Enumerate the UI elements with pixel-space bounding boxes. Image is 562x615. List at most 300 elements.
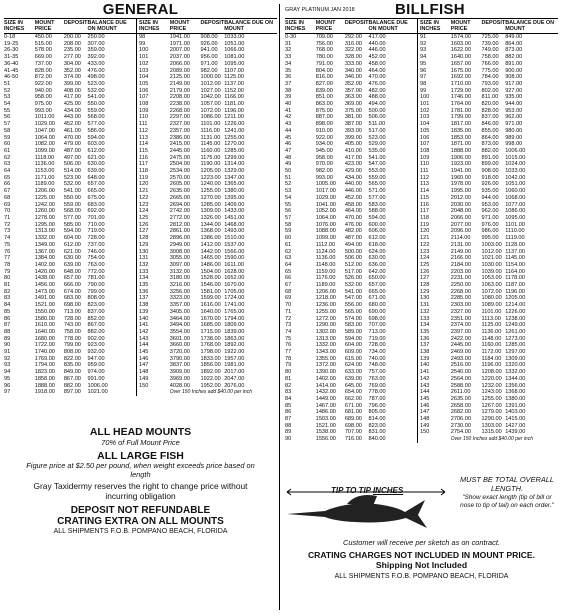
table-cell: 1313.00 — [34, 228, 55, 235]
table-cell: 512.00 — [344, 261, 362, 268]
table-cell: 1232.00 — [481, 382, 502, 389]
table-cell: 571.00 — [368, 188, 386, 195]
table-cell: 1214.00 — [505, 302, 526, 309]
must-be-length-note: MUST BE TOTAL OVERALL LENGTH. — [459, 475, 555, 493]
table-cell: 606.00 — [368, 228, 386, 235]
table-cell: 1722.00 — [34, 342, 55, 349]
table-cell: 1273.00 — [505, 335, 526, 342]
table-cell: 45 — [285, 134, 292, 141]
table-row — [4, 161, 277, 168]
table-cell: 1724.00 — [224, 295, 245, 302]
table-cell: 77 — [285, 349, 292, 356]
general-table-header — [4, 19, 277, 34]
table-cell: 1190.00 — [200, 161, 221, 168]
table-row — [285, 436, 558, 443]
table-cell: 835.00 — [63, 362, 81, 369]
table-row — [4, 175, 277, 182]
table-cell: 417.00 — [63, 94, 81, 101]
table-cell: 532.00 — [63, 181, 81, 188]
table-cell: 100 — [137, 47, 170, 54]
table-cell: 64 — [4, 168, 11, 175]
table-cell: 897.00 — [63, 389, 81, 396]
table-cell: 63 — [285, 255, 292, 262]
table-cell: 837.00 — [481, 114, 499, 121]
table-cell: 137 — [418, 342, 451, 349]
table-cell: 450.00 — [34, 34, 52, 40]
table-cell: 74 — [285, 328, 292, 335]
table-cell: 136 — [418, 336, 451, 343]
table-cell: 754.00 — [87, 255, 105, 262]
table-cell: 2570.00 — [169, 174, 190, 181]
table-cell: 523.00 — [87, 80, 105, 87]
table-cell: 657.00 — [368, 282, 386, 289]
table-cell: 1309.00 — [200, 208, 221, 215]
table-cell: 106 — [418, 135, 451, 142]
crating-note: CRATING EXTRA ON ALL MOUNTS — [57, 516, 224, 527]
table-cell: 1465.00 — [200, 255, 221, 262]
table-cell: 1181.00 — [224, 101, 244, 108]
table-cell: 728.00 — [63, 315, 81, 322]
table-cell: 1403.00 — [505, 409, 526, 416]
table-cell: 642.00 — [368, 268, 386, 275]
table-cell: 106 — [137, 88, 170, 95]
table-row — [285, 175, 558, 182]
table-cell: 84 — [285, 395, 292, 402]
table-cell: 0-30 — [285, 34, 297, 40]
table-row — [4, 208, 277, 215]
billfish-header-cell: MOUNT PRICE — [451, 19, 482, 34]
table-cell: 147 — [418, 409, 451, 416]
general-header-cell: BALANCE DUE ON MOUNT — [224, 19, 277, 34]
table-cell: 116 — [418, 202, 451, 209]
table-row — [285, 135, 558, 142]
sketch-note: Customer will receive per sketch as on contract. — [343, 538, 500, 547]
table-cell: 1657.00 — [450, 60, 471, 67]
table-cell: 1226.00 — [505, 308, 526, 315]
table-cell: 1153.00 — [34, 168, 55, 175]
table-cell: 849.00 — [63, 369, 81, 376]
table-cell: 1148.00 — [315, 261, 336, 268]
table-cell: 630.00 — [63, 255, 81, 262]
table-cell: 1017.00 — [315, 188, 336, 195]
table-cell: 1957.00 — [224, 355, 245, 362]
billfish-shipments-note: ALL SHIPMENTS F.O.B. POMPANO BEACH, FLORIDA — [334, 573, 509, 580]
table-cell: 434.00 — [344, 174, 362, 181]
table-cell: 346.00 — [344, 74, 362, 81]
table-row — [4, 94, 277, 101]
table-cell: 662.00 — [344, 395, 362, 402]
table-cell: 624.00 — [368, 248, 386, 255]
table-cell: 769.00 — [368, 382, 386, 389]
table-cell: 88 — [285, 422, 292, 429]
table-row — [285, 141, 558, 148]
table-cell: 615.00 — [344, 355, 362, 362]
table-cell: 51 — [4, 80, 11, 87]
table-cell: 33 — [285, 54, 292, 61]
table-cell: 134 — [137, 275, 170, 282]
table-cell: 71 — [4, 214, 11, 221]
tip-to-tip-diagram — [285, 484, 450, 536]
table-cell: 77 — [4, 255, 11, 262]
general-notes — [4, 426, 277, 535]
reserve-rights-note: Gray Taxidermy reserves the right to change price without incurring obligation — [33, 481, 248, 501]
table-cell: 666.00 — [63, 282, 81, 289]
table-cell: 112 — [137, 128, 170, 135]
table-cell: 1099.00 — [315, 235, 336, 242]
table-cell: 926.00 — [481, 181, 499, 188]
table-cell: 674.00 — [63, 288, 81, 295]
table-cell: 828.00 — [34, 67, 52, 74]
table-cell: 1923.00 — [450, 161, 471, 168]
table-cell: 150 — [418, 429, 451, 436]
table-cell: 3720.00 — [169, 349, 190, 356]
table-cell: 940.00 — [34, 87, 52, 94]
table-cell: 899.00 — [481, 161, 499, 168]
table-cell: 59 — [285, 228, 292, 235]
table-cell: 128 — [418, 282, 451, 289]
table-cell: 67 — [285, 282, 292, 289]
table-cell: 2812.00 — [169, 221, 190, 228]
billfish-header-cell: SIZE IN INCHES — [285, 19, 316, 34]
table-cell: 52 — [4, 87, 11, 94]
table-cell: 958.00 — [34, 94, 52, 101]
table-cell: 1427.00 — [505, 422, 526, 429]
table-cell: 3132.00 — [169, 268, 190, 275]
table-cell: 1738.00 — [200, 335, 221, 342]
table-cell: 1391.00 — [505, 402, 526, 409]
table-cell: 2397.00 — [450, 328, 471, 335]
table-cell: 1030.00 — [481, 261, 502, 268]
table-cell: 145 — [418, 396, 451, 403]
table-cell: 109 — [137, 108, 170, 115]
table-cell: 95 — [418, 61, 451, 68]
table-cell: 839.00 — [315, 87, 333, 94]
table-cell: 1918.00 — [34, 389, 55, 396]
table-cell: 1765.00 — [224, 308, 245, 315]
deposit-note: DEPOSIT NOT REFUNDABLE — [70, 505, 211, 516]
table-row — [285, 309, 558, 316]
table-row — [285, 121, 558, 128]
table-row — [4, 383, 277, 390]
table-cell: 758.00 — [481, 54, 499, 61]
table-row — [4, 235, 277, 242]
table-cell: 1402.00 — [315, 375, 336, 382]
table-cell: 1255.00 — [481, 395, 502, 402]
table-row — [285, 316, 558, 323]
table-cell: 716.00 — [344, 436, 362, 443]
table-cell: 124 — [137, 208, 170, 215]
table-cell: 953.00 — [481, 201, 499, 208]
table-cell: 970.00 — [315, 161, 333, 168]
table-cell: 1368.00 — [200, 228, 221, 235]
table-cell: 36-40 — [4, 60, 19, 67]
table-row — [285, 342, 558, 349]
table-cell: 1995.00 — [450, 188, 471, 195]
table-cell: 494.00 — [344, 241, 362, 248]
table-cell — [418, 436, 451, 443]
table-cell: 2066.00 — [169, 60, 190, 67]
table-cell: 1107.00 — [224, 67, 244, 74]
table-cell: 1692.00 — [450, 74, 471, 81]
table-cell: 654.00 — [344, 389, 362, 396]
table-cell: 2605.00 — [169, 181, 190, 188]
table-cell: 1012.00 — [481, 248, 502, 255]
table-cell: 565.00 — [368, 181, 386, 188]
table-cell: 102 — [418, 108, 451, 115]
table-cell: 594.00 — [368, 214, 386, 221]
table-cell: 594.00 — [63, 228, 81, 235]
table-cell: 2303.00 — [450, 302, 471, 309]
table-cell: 1675.00 — [450, 67, 471, 74]
table-cell: 568.00 — [87, 114, 105, 121]
table-cell: 1835.00 — [450, 127, 471, 134]
table-cell: 867.00 — [87, 322, 105, 329]
table-cell: 683.00 — [87, 201, 105, 208]
table-cell: 112 — [418, 175, 451, 182]
table-cell: 787.00 — [368, 395, 386, 402]
table-cell: 1047.00 — [34, 127, 55, 134]
table-cell: 2445.00 — [169, 147, 190, 154]
table-cell: 69 — [4, 201, 11, 208]
table-cell: 739.00 — [481, 40, 499, 47]
table-cell: 1332.00 — [34, 235, 55, 242]
table-cell: 713.00 — [63, 308, 81, 315]
table-cell: 470.00 — [63, 134, 81, 141]
table-cell: 926.00 — [200, 40, 218, 47]
table-cell: 1580.00 — [34, 315, 55, 322]
table-cell: 1329.00 — [224, 168, 245, 175]
table-row — [4, 135, 277, 142]
table-cell: 932.00 — [87, 349, 105, 356]
table-cell: 81 — [4, 282, 11, 289]
table-cell: 62 — [285, 248, 292, 255]
tip-to-tip-label — [331, 486, 403, 495]
table-row — [4, 289, 277, 296]
table-cell: 498.00 — [87, 74, 105, 81]
table-cell: 1510.00 — [224, 235, 245, 242]
table-cell: 3256.00 — [169, 288, 190, 295]
table-cell: 583.00 — [344, 322, 362, 329]
table-row — [4, 349, 277, 356]
table-cell: 387.00 — [344, 121, 362, 128]
table-cell: 1072.00 — [200, 107, 221, 114]
table-cell: 1451.00 — [224, 214, 245, 221]
table-cell: 737.00 — [34, 60, 52, 67]
table-cell: 96 — [4, 382, 11, 389]
table-cell: 1255.00 — [315, 308, 336, 315]
table-cell: 982.00 — [315, 168, 333, 175]
table-row — [4, 322, 277, 329]
table-row — [4, 168, 277, 175]
table-row — [4, 362, 277, 369]
table-cell: 1794.00 — [224, 315, 245, 322]
table-cell: 1196.00 — [224, 107, 244, 114]
table-cell: 908.00 — [505, 74, 523, 81]
table-cell: 1082.00 — [34, 141, 55, 148]
table-cell: 574.00 — [344, 315, 362, 322]
table-cell: 1086.00 — [200, 114, 221, 121]
table-cell: 1184.00 — [481, 355, 502, 362]
table-cell: 123 — [137, 202, 170, 209]
table-cell: 91 — [418, 34, 451, 41]
table-cell: 423.00 — [344, 161, 362, 168]
table-row — [285, 81, 558, 88]
table-cell: 87 — [285, 416, 292, 423]
table-cell: 1892.00 — [224, 342, 245, 349]
table-row — [285, 295, 558, 302]
table-cell: 41-45 — [4, 67, 19, 74]
table-row — [4, 88, 277, 95]
table-cell: 944.00 — [481, 194, 499, 201]
billfish-section — [285, 0, 558, 580]
general-section — [4, 0, 277, 535]
table-cell: 962.00 — [505, 114, 523, 121]
table-cell: 808.00 — [87, 295, 105, 302]
table-cell: 778.00 — [368, 389, 386, 396]
table-cell: 148 — [418, 416, 451, 423]
table-cell: 488.00 — [368, 94, 386, 101]
table-cell: 452.00 — [63, 121, 81, 128]
table-cell: 144 — [418, 389, 451, 396]
table-cell: 2949.00 — [169, 241, 190, 248]
table-row — [4, 47, 277, 54]
table-cell: 32 — [285, 47, 292, 54]
table-cell: 523.00 — [63, 174, 81, 181]
table-cell: 2208.00 — [169, 94, 190, 101]
table-cell: 1042.00 — [200, 94, 221, 101]
table-cell: 1390.00 — [315, 369, 336, 376]
table-cell: 1089.00 — [481, 302, 502, 309]
table-row — [4, 54, 277, 61]
table-cell: 515.00 — [34, 40, 52, 47]
table-cell: 665.00 — [368, 288, 386, 295]
table-cell: 630.00 — [368, 255, 386, 262]
table-cell: 66 — [4, 181, 11, 188]
table-cell: 1052.00 — [315, 208, 336, 215]
table-cell: 1270.00 — [200, 194, 221, 201]
table-cell: 70 — [285, 302, 292, 309]
table-cell: 2415.00 — [169, 141, 190, 148]
table-cell: 775.00 — [481, 67, 499, 74]
table-row — [4, 74, 277, 81]
table-cell: 998.00 — [505, 141, 523, 148]
table-cell: 790.00 — [87, 282, 105, 289]
table-cell: 92 — [418, 41, 451, 48]
table-cell: 497.00 — [63, 154, 81, 161]
table-cell: 541.00 — [63, 188, 81, 195]
table-cell: 675.00 — [87, 194, 105, 201]
table-cell: 1349.00 — [34, 241, 55, 248]
table-cell: 980.00 — [505, 127, 523, 134]
table-cell: 95 — [4, 375, 11, 382]
table-cell: 1628.00 — [224, 268, 245, 275]
table-cell: 1823.00 — [34, 369, 55, 376]
table-cell: 1493.00 — [224, 228, 245, 235]
table-cell: 108 — [418, 148, 451, 155]
table-cell: 3494.00 — [169, 322, 190, 329]
table-row — [285, 389, 558, 396]
table-cell: 639.00 — [63, 261, 81, 268]
table-row — [285, 242, 558, 249]
table-cell: 1101.00 — [200, 121, 221, 128]
table-cell: 725.00 — [481, 34, 499, 40]
table-cell: 103 — [137, 68, 170, 75]
table-cell: 863.00 — [315, 101, 333, 108]
table-cell: 1794.00 — [34, 362, 55, 369]
table-cell: 2017.00 — [224, 369, 245, 376]
table-row — [4, 215, 277, 222]
table-cell: 1952.00 — [200, 382, 221, 389]
table-cell: 728.00 — [87, 235, 105, 242]
table-cell: 1473.00 — [34, 288, 55, 295]
table-cell: 768.00 — [315, 47, 333, 54]
table-cell: 791.00 — [315, 60, 333, 67]
table-cell: 2540.00 — [450, 369, 471, 376]
table-cell: 208.00 — [63, 40, 81, 47]
table-cell: 83 — [285, 389, 292, 396]
table-cell: 612.00 — [368, 235, 386, 242]
table-cell: 840.00 — [368, 436, 386, 443]
table-row — [285, 376, 558, 383]
table-cell: 612.00 — [63, 241, 81, 248]
table-cell: 2030.00 — [450, 201, 471, 208]
table-cell: 131 — [418, 302, 451, 309]
table-cell: 986.00 — [481, 228, 499, 235]
table-cell: 2327.00 — [169, 121, 190, 128]
table-cell: 107 — [418, 141, 451, 148]
table-cell: 1128.00 — [505, 241, 525, 248]
table-cell: 864.00 — [481, 134, 499, 141]
table-cell: 304.00 — [63, 60, 81, 67]
table-cell: 851.00 — [315, 94, 333, 101]
table-cell: 1077.00 — [505, 201, 526, 208]
table-cell: 922.00 — [315, 134, 333, 141]
table-cell: 1255.00 — [224, 134, 245, 141]
table-cell: 1574.00 — [450, 34, 471, 40]
table-cell: 78 — [285, 355, 292, 362]
table-cell: 707.00 — [344, 429, 362, 436]
table-cell: 956.00 — [200, 54, 218, 61]
table-row — [4, 114, 277, 121]
table-row — [285, 195, 558, 202]
table-cell: 1433.00 — [224, 208, 245, 215]
table-cell: 748.00 — [368, 362, 386, 369]
table-cell: 2268.00 — [450, 288, 471, 295]
table-cell: 136 — [137, 289, 170, 296]
table-cell: 96 — [418, 68, 451, 75]
table-cell: 719.00 — [368, 335, 386, 342]
table-cell: 452.00 — [368, 54, 386, 61]
table-cell: 1240.00 — [200, 181, 221, 188]
table-cell: 59 — [4, 134, 11, 141]
table-cell: 1145.00 — [200, 141, 221, 148]
table-cell: 141 — [137, 322, 170, 329]
table-cell: 1285.00 — [505, 342, 526, 349]
table-cell: 410.00 — [344, 147, 362, 154]
table-cell: 1024.00 — [505, 161, 526, 168]
table-cell: 1211.00 — [224, 114, 244, 121]
table-cell: 594.00 — [87, 134, 105, 141]
table-cell: 982.00 — [200, 67, 218, 74]
table-cell: 374.00 — [63, 74, 81, 81]
table-cell: 709.00 — [315, 34, 333, 40]
table-row — [285, 275, 558, 282]
table-cell: 1021.00 — [87, 389, 108, 396]
table-cell: 1290.00 — [315, 322, 336, 329]
table-cell: 60 — [4, 141, 11, 148]
table-cell: 1888.00 — [450, 147, 471, 154]
table-cell: 461.00 — [63, 127, 81, 134]
